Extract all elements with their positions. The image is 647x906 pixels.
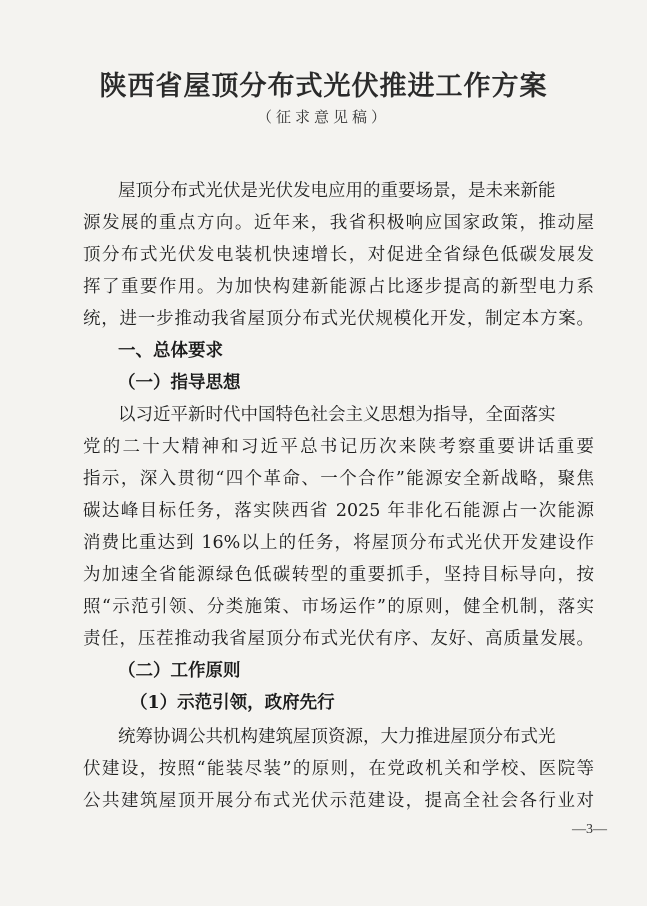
intro-line: 源发展的重点方向。近年来，我省积极响应国家政策，推动屋 [83, 213, 594, 233]
guiding-line: 以习近平新时代中国特色社会主义思想为指导，全面落实 [118, 405, 556, 425]
principle-heading: （1）示范引领，政府先行 [130, 693, 335, 713]
intro-line: 顶分布式光伏发电装机快速增长，对促进全省绿色低碳发展发 [83, 245, 594, 265]
guiding-line: 责任，压茬推动我省屋顶分布式光伏有序、友好、高质量发展。 [83, 629, 594, 649]
subsection-heading: （二）工作原则 [118, 661, 241, 681]
intro-line: 屋顶分布式光伏是光伏发电应用的重要场景，是未来新能 [118, 181, 556, 201]
subsection-heading: （一）指导思想 [118, 373, 241, 393]
document-subtitle: （征求意见稿） [256, 108, 390, 126]
guiding-line: 党的二十大精神和习近平总书记历次来陕考察重要讲话重要 [83, 437, 594, 457]
page-number: —3— [572, 822, 607, 837]
principle-line: 伏建设，按照“能装尽装”的原则，在党政机关和学校、医院等 [83, 759, 594, 779]
guiding-line: 碳达峰目标任务，落实陕西省 2025 年非化石能源占一次能源 [83, 501, 594, 521]
principle-line: 公共建筑屋顶开展分布式光伏示范建设，提高全社会各行业对 [83, 791, 594, 811]
guiding-line: 消费比重达到 16%以上的任务，将屋顶分布式光伏开发建设作 [83, 533, 594, 553]
intro-line: 挥了重要作用。为加快构建新能源占比逐步提高的新型电力系 [83, 277, 594, 297]
intro-line: 统，进一步推动我省屋顶分布式光伏规模化开发，制定本方案。 [83, 309, 594, 329]
guiding-line: 照“示范引领、分类施策、市场运作”的原则，健全机制，落实 [83, 597, 594, 617]
guiding-line: 指示，深入贯彻“四个革命、一个合作”能源安全新战略，聚焦 [83, 469, 594, 489]
document-title: 陕西省屋顶分布式光伏推进工作方案 [99, 71, 548, 102]
principle-line: 统筹协调公共机构建筑屋顶资源，大力推进屋顶分布式光 [118, 727, 556, 747]
guiding-line: 为加速全省能源绿色低碳转型的重要抓手，坚持目标导向，按 [83, 565, 594, 585]
section-heading: 一、总体要求 [118, 341, 223, 361]
